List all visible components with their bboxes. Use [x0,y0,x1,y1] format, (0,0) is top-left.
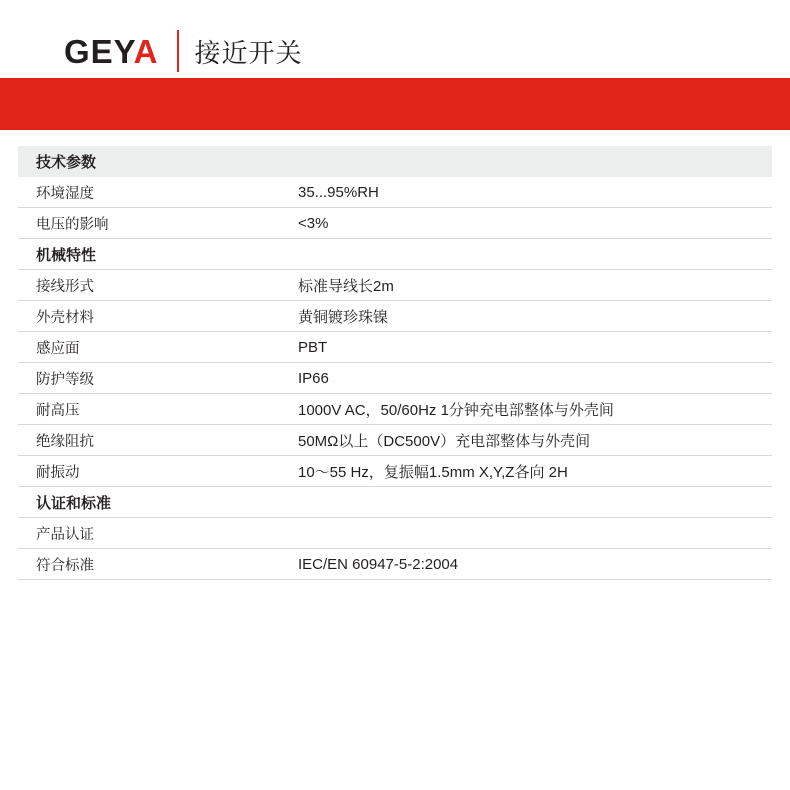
sub-section-header-row [18,239,772,269]
sub-section-label: 机械特性 [36,246,97,264]
table-row [18,332,772,362]
row-value: 黄铜镀珍珠镍 [298,308,389,326]
table-row [18,394,772,424]
row-value: IEC/EN 60947-5-2:2004 [298,555,459,573]
sub-section-value [281,487,772,517]
row-value: <3% [298,214,329,232]
page-header [0,0,790,130]
section-header-value [281,146,772,177]
spec-table-body [18,146,772,580]
row-label: 绝缘阻抗 [36,433,94,450]
row-value: 50MΩ以上（DC500V）充电部整体与外壳间 [298,432,591,450]
row-label: 电压的影响 [36,216,109,233]
row-value: 1000V AC，50/60Hz 1分钟充电部整体与外壳间 [298,401,614,419]
row-label: 防护等级 [36,371,94,388]
table-row [18,549,772,579]
table-row [18,456,772,486]
row-value: 35...95%RH [298,183,379,201]
brand-lockup [64,28,303,74]
row-label: 感应面 [36,340,80,357]
row-divider [18,579,772,580]
logo-text-accent: A [133,32,159,70]
sub-section-label: 认证和标准 [36,494,112,512]
table-row [18,208,772,238]
table-row [18,363,772,393]
row-value: 标准导线长2m [298,277,394,295]
specifications-table [18,146,772,580]
row-label: 产品认证 [36,526,94,543]
divider-cell [18,579,772,580]
divider-line [18,579,772,580]
logo-text-main: GEY [64,32,134,70]
row-value: PBT [298,338,328,356]
section-header-row [18,146,772,177]
page-title: 接近开关 [194,37,303,68]
section-header-label: 技术参数 [36,154,97,171]
sub-section-header-row [18,487,772,517]
row-label: 环境湿度 [36,185,94,202]
table-row [18,177,772,207]
table-row [18,518,772,548]
row-label: 耐高压 [36,402,80,419]
sub-section-value [281,239,772,269]
row-value: IP66 [298,369,329,387]
row-value: 10～55 Hz，复振幅1.5mm X,Y,Z各向 2H [298,463,568,481]
table-row [18,301,772,331]
brand-divider [177,30,179,72]
row-label: 符合标准 [36,557,94,574]
row-label: 耐振动 [36,464,80,481]
row-value [281,518,772,548]
row-label: 外壳材料 [36,309,94,326]
row-label: 接线形式 [36,278,94,295]
table-row [18,425,772,455]
geya-logo [64,32,159,70]
table-row [18,270,772,300]
